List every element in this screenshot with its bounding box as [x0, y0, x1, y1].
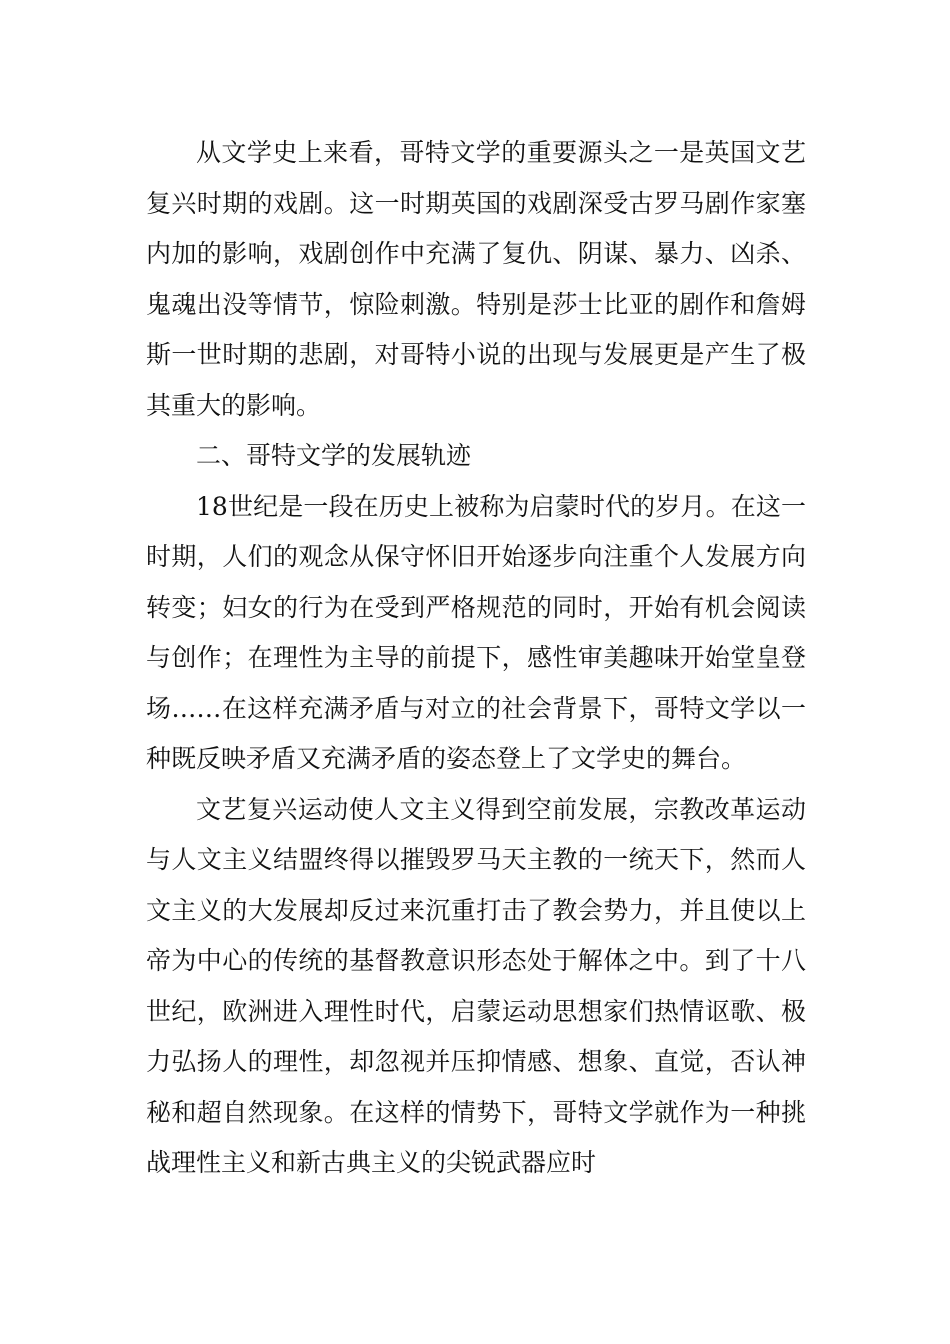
section-heading: 二、哥特文学的发展轨迹: [196, 441, 472, 470]
document-page: [146, 128, 806, 1189]
paragraph-origin-of-gothic: 从文学史上来看，哥特文学的重要源头之一是英国文艺复兴时期的戏剧。这一时期英国的戏剧深受古罗马剧作家塞内加的影响，戏剧创作中充满了复仇、阴谋、暴力、凶杀、鬼魂出没等情节，惊险刺激。特别是莎士比亚的剧作和詹姆斯一世时期的悲剧，对哥特小说的出现与发展更是产生了极其重大的影响。: [146, 138, 806, 420]
paragraph-enlightenment: 18世纪是一段在历史上被称为启蒙时代的岁月。在这一时期，人们的观念从保守怀旧开始逐步向注重个人发展方向转变；妇女的行为在受到严格规范的同时，开始有机会阅读与创作；在理性为主导的前提下，感性审美趣味开始堂皇登场……在这样充满矛盾与对立的社会背景下，哥特文学以一种既反映矛盾又充满矛盾的姿态登上了文学史的舞台。: [146, 491, 806, 773]
paragraph-renaissance: 文艺复兴运动使人文主义得到空前发展，宗教改革运动与人文主义结盟终得以摧毁罗马天主教的一统天下，然而人文主义的大发展却反过来沉重打击了教会势力，并且使以上帝为中心的传统的基督教意识形态处于解体之中。到了十八世纪，欧洲进入理性时代，启蒙运动思想家们热情讴歌、极力弘扬人的理性，却忽视并压抑情感、想象、直觉，否认神秘和超自然现象。在这样的情势下，哥特文学就作为一种挑战理性主义和新古典主义的尖锐武器应时: [146, 794, 806, 1177]
